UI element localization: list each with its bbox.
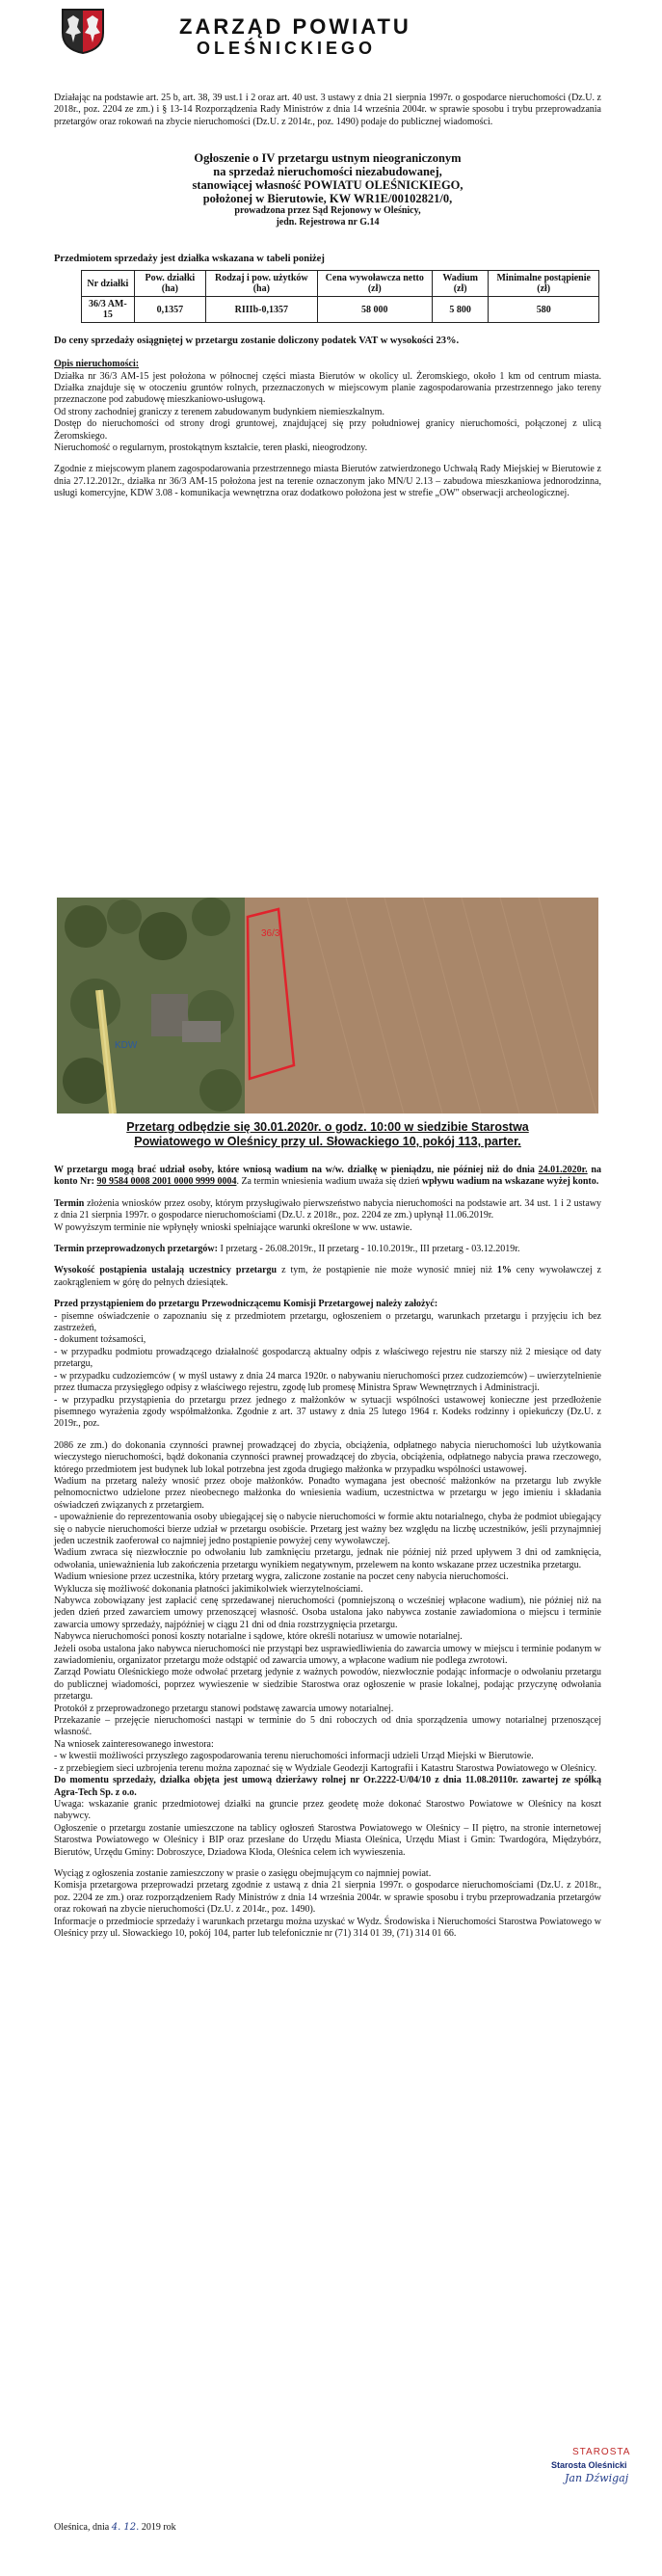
para-protocol: Protokół z przeprowadzonego przetargu stanowi podstawę zawarcia umowy notarialnej. [54,1703,394,1714]
announcement-line4: położonej w Bierutowie, KW WR1E/00102821/0, [202,192,453,206]
postep-text-a: z tym, że postąpienie nie może wynosić mniej niż [277,1265,497,1276]
para-interested: Na wniosek zainteresowanego inwestora: [54,1738,214,1750]
price-table-row [82,297,599,323]
signature-stamp [545,2447,661,2510]
road-label: KDW [115,1040,138,1051]
wadium-account: 90 9584 0008 2001 0000 9999 0004 [96,1176,237,1188]
date-suffix: 2019 rok [141,2522,176,2533]
auction-heading [54,1120,601,1149]
announcement-line5: prowadzona przez Sąd Rejonowy w Oleśnicy, [234,205,421,217]
header-cell: Pow. działki (ha) [134,271,205,297]
para-exclude: Wyklucza się możliwość dokonania płatności jakimikolwiek wierzytelnościami. [54,1583,363,1595]
previous-label: Termin przeprowadzonych przetargów: [54,1244,218,1255]
required-item: - w przypadku cudzoziemców ( w myśl ustawy z dnia 24 marca 1920r. o nabywaniu nieruchomości przez cudzoziemców) – uwierzytelnienie przez tłumacza przysięgłego odpisy z właściwego rejestru, zgodę lub promesę Ministra Spraw Wewnętrznych i Administracji. [54,1370,601,1394]
para-board: Zarząd Powiatu Oleśnickiego może odwołać przetarg jedynie z ważnych powodów, niezwłocznie podając informacje o odwołaniu przetargu do publicznej wiadomości, poprzez wywieszenie w siedzibie Starostwa oraz ogłoszenie w prasie lokalnej, podając przyczynę odwołania przetargu. [54,1667,601,1703]
title-line1: ZARZĄD POWIATU [179,14,411,39]
postep-pct: 1% [496,1265,512,1276]
description-title [54,359,601,370]
table-intro: Przedmiotem sprzedaży jest działka wskazana w tabeli poniżej [54,254,325,265]
header-cell: Wadium (zł) [432,271,488,297]
intro-paragraph: Działając na podstawie art. 25 b, art. 38, 39 ust.1 i 2 oraz art. 40 ust. 3 ustawy z dnia 21 sierpnia 1997r. o gospodarce nieruchomości (Dz.U. z 2018r., poz. 2204 ze zm.) i § 13-14 Rozporządzenia Rady Ministrów z dnia 14 września 2004r. w sprawie sposobu i trybu przeprowadzania przetargów oraz rokowań na zbycie nieruchomości (Dz.U. z 2014r., poz. 1490) podaje do publicznej wiadomości. [54,93,601,127]
table-cell: 58 000 [317,297,432,323]
place-date [54,2522,176,2533]
signature-handwritten: Jan Dźwigaj [565,2472,629,2484]
para-plenipotent: - upoważnienie do reprezentowania osoby ubiegającej się o nabycie nieruchomości w formie aktu notarialnego, chyba że podmiot ubiegający się o nabycie nieruchomości bierze udział w przetargu osobiście. Przetarg jest ważny bez względu na liczbę uczestników, jeśli przynajmniej jeden uczestnik zaoferował co najmniej jedno postąpienie powyżej ceny wywoławczej. [54,1512,601,1546]
para-handover: Przekazanie – przejęcie nieruchomości nastąpi w terminie do 5 dni roboczych od dnia sporządzenia umowy notarialnej przenoszącej własność. [54,1715,601,1738]
powiat-crest-icon [54,6,112,56]
para-refund: Wadium zwraca się niezwłocznie po odwołaniu lub zamknięciu przetargu, jednak nie później niż przed upływem 3 dni od zamknięcia, odwołania, unieważnienia lub zakończenia przetargu wynikiem negatywnym, przelewem na konto wskazane przez uczestnika przetargu. [54,1547,601,1570]
para-credit: Wadium wniesione przez uczestnika, który przetarg wygra, zaliczone zostanie na poczet ceny nabycia nieruchomości. [54,1571,509,1583]
table-cell: 0,1357 [134,297,205,323]
auction-line2: Powiatowego w Oleśnicy przy ul. Słowackiego 10, pokój 113, parter. [134,1135,521,1148]
para-note: Uwaga: wskazanie granic przedmiotowej działki na gruncie przez geodetę może dokonać Starostwo Powiatowe w Oleśnicy na koszt nabywcy. [54,1798,601,1822]
table-cell: 580 [489,297,599,323]
header-cell: Cena wywoławcza netto (zł) [317,271,432,297]
header [54,6,632,58]
termin-paragraph-2: W powyższym terminie nie wpłynęły wnioski spełniające warunki określone w ww. ustawie. [54,1221,412,1233]
para-lease: Do momentu sprzedaży, działka objęta jest umową dzierżawy rolnej nr Or.2222-U/04/10 z dnia 11.08.20110r. zawartej ze spółką Agra-Tech Sp. z o.o. [54,1775,601,1798]
price-table [81,270,599,323]
wadium-text-d: wpływu wadium na wskazane wyżej konto [421,1176,596,1188]
wadium-paragraph [54,1165,601,1189]
price-table-header [82,271,599,297]
header-cell: Minimalne postąpienie (zł) [489,271,599,297]
para-extract: Wyciąg z ogłoszenia zostanie zamieszczony w prasie o zasięgu obejmującym co najmniej powiat. [54,1867,432,1879]
table-cell: RIIIb-0,1357 [206,297,318,323]
table-cell: 36/3 AM-15 [82,297,135,323]
description-p4: Nieruchomość o regularnym, prostokątnym kształcie, teren płaski, nieogrodzony. [54,443,368,454]
parcel-map-image [57,898,598,1114]
para-publish: Ogłoszenie o przetargu zostanie umieszczone na tablicy ogłoszeń Starostwa Powiatowego w Oleśnicy – II piętro, na stronie internetowej Starostwa Powiatowego w Oleśnicy i BIP oraz przesłane do Urzędu Miasta Oleśnica, Urzędu Miast i Gmin: Twardogóra, Międzybórz, Bierutów, Urzędu Gminy: Dobroszyce, Dziadowa Kłoda, Oleśnica celem ich wywieszenia. [54,1822,601,1858]
date-handwritten: 4. 12. [111,2522,140,2533]
para-costs: Nabywca nieruchomości ponosi koszty notarialne i sądowe, które określi notariusz w umowie notarialnej. [54,1631,463,1643]
title-line2: OLEŚNICKIEGO [197,39,377,58]
para-info: Informacje o przedmiocie sprzedaży i warunkach przetargu można uzyskać w Wydz. Środowiska i Nieruchomości Starostwa Powiatowego w Oleśnicy przy ul. Słowackiego 10, pokój 104, parter lub telefonicznie nr (71) 314 01 39, (71) 314 01 66. [54,1916,601,1939]
para-fail: Jeżeli osoba ustalona jako nabywca nieruchomości nie przystąpi bez usprawiedliwienia do zawarcia umowy w miejscu i terminie podanym w zawiadomieniu, organizator przetargu może odstąpić od zawarcia umowy, a wpłacone wadium nie podlega zwrotowi. [54,1643,601,1667]
required-item: - pisemne oświadczenie o zapoznaniu się z przedmiotem przetargu, ogłoszeniem o przetargu, warunkach przetargu i przyjęciu ich bez zastrzeżeń, [54,1310,601,1334]
announcement-line1: Ogłoszenie o IV przetargu ustnym nieograniczonym [194,151,462,166]
previous-paragraph [54,1244,601,1255]
brand-title [179,15,411,58]
stamp-title: STAROSTA [572,2447,631,2457]
auction-details [54,1165,601,1940]
vat-note: Do ceny sprzedaży osiągniętej w przetargu zostanie doliczony podatek VAT w wysokości 23%. [54,335,460,347]
announcement-title [54,151,601,228]
postep-label: Wysokość postąpienia ustalają uczestnicy przetargu [54,1265,278,1276]
wadium-text-b: na konto Nr: [54,1165,601,1188]
termin-text: złożenia wniosków przez osoby, którym przysługiwało pierwszeństwo nabycia nieruchomości na podstawie art. 34 ust. 1 i 2 ustawy z dnia 21 sierpnia 1997r. o gospodarce nieruchomościami (Dz.U. z 2018r., poz. 2204 ze zm.) upłynął 11.06.2019r. [54,1197,601,1221]
header-cell: Rodzaj i pow. użytków (ha) [206,271,318,297]
announcement-line2: na sprzedaż nieruchomości niezabudowanej, [213,165,442,179]
required-item: - w przypadku przystąpienia do przetargu przez jednego z małżonków w sytuacji wspólności ustawowej konieczne jest przedłożenie pisemnego wyrażenia zgody współmałżonka. Zgodnie z art. 37 ustawy z dnia 25 lutego 1964 r. Kodeks rodzinny i opiekuńczy (Dz.U. z 2019r., poz. [54,1394,601,1430]
wadium-text-e: . [596,1176,599,1188]
para-commission: Komisja przetargowa przeprowadzi przetarg zgodnie z ustawą z dnia 21 sierpnia 1997r. o gospodarce nieruchomościami (Dz.U. z 2018r., poz. 2204 ze zm.) oraz rozporządzeniem Rady Ministrów z dnia 14 września 2004r. w sprawie sposobu i trybu przeprowadzania przetargów oraz rokowań na zbycie nieruchomości (Dz.U. z 2014r., poz. 1490). [54,1880,601,1916]
wadium-date: 24.01.2020r. [538,1165,588,1175]
para-wadium-return: Wadium na przetarg należy wnosić przez obojе małżonków. Ponadto wymagana jest obecność małżonków na przetargu lub zwykłe pełnomocnictwo udzielone przez nieobecnego małżonka do wniesienia wadium, uczestnictwa w przetargu w jego imieniu i składania oświadczeń związanych z przetargiem. [54,1475,601,1511]
parcel-label: 36/3 [261,928,280,939]
para-interested-2: - z przebiegiem sieci uzbrojenia terenu można zapoznać się w Wydziale Geodezji Kartografii i Katastru Starostwa Powiatowego w Oleśnicy. [54,1762,597,1774]
wadium-text-a: W przetargu mogą brać udział osoby, które wniosą wadium na w/w. działkę w pieniądzu, nie później niż do dnia [54,1165,539,1175]
description-p1: Działka nr 36/3 AM-15 jest położona w północnej części miasta Bierutów w okolicy ul. Żeromskiego, około 1 km od centrum miasta. Działka znajduje się w otoczeniu gruntów rolnych, przeznaczonych w miejscowym planie zagospodarowania przestrzennego jako tereny przeznaczone pod zabudowę mieszkaniowo-usługową. [54,370,601,406]
postep-paragraph [54,1265,601,1289]
description-p2: Od strony zachodniej graniczy z terenem zabudowanym budynkiem niemieszkalnym. [54,406,384,417]
termin-label: Termin [54,1197,85,1209]
termin-paragraph [54,1198,601,1222]
wadium-text-c: . Za termin wniesienia wadium uważa się dzień [236,1176,422,1188]
header-cell: Nr działki [82,271,135,297]
required-item: - w przypadku podmiotu prowadzącego działalność gospodarczą aktualny odpis z właściwego rejestru nie starszy niż 2 miesiące od daty przetargu, [54,1346,601,1370]
required-title: Przed przystąpieniem do przetargu Przewodniczącemu Komisji Przetargowej należy założyć: [54,1299,438,1310]
description-p5: Zgodnie z miejscowym planem zagospodarowania przestrzennego miasta Bierutów zatwierdzonego Uchwałą Rady Miejskiej w Bierutowie z dnia 27.12.2012r., działka nr 36/3 AM-15 położona jest na terenie oznaczonym jako MN/U 2.13 – zabudowa mieszkaniowa jednorodzinna, usługi komercyjne, KDW 3.08 - komunikacja wewnętrzna oraz dodatkowo położona jest w strefie „OW" obserwacji archeologicznej. [54,464,601,499]
description-p3: Dostęp do nieruchomości od strony drogi gruntowej, znajdującej się przy południowej granicy nieruchomości, połączonej z ulicą Żeromskiego. [54,418,601,442]
date-prefix: Oleśnica, dnia [54,2522,110,2533]
para-interested-1: - w kwestii możliwości przyszłego zagospodarowania terenu nieruchomości informacji udzieli Urząd Miejski w Bierutowie. [54,1751,534,1762]
required-item: - dokument tożsamości, [54,1334,146,1346]
description-title-text: Opis nieruchomości: [54,359,140,370]
previous-text: I przetarg - 26.08.2019r., II przetarg - 10.10.2019r., III przetarg - 03.12.2019r. [217,1244,520,1255]
field-area [240,898,598,1114]
para-2086: 2086 ze zm.) do dokonania czynności prawnej prowadzącej do zbycia, obciążenia, odpłatnego nabycia nieruchomości lub użytkowania wieczystego nieruchomości, bądź dokonania czynności prawnej prowadzącej do zbycia, obciążenia, odpłatnego nabycia prawa rzeczowego, którego przedmiotem jest budynek lub lokal potrzebna jest zgoda drugiego małżonka w przypadku wspólności ustawowej. [54,1439,601,1475]
table-cell: 5 800 [432,297,488,323]
para-buyer: Nabywca zobowiązany jest zapłacić cenę sprzedawanej nieruchomości (pomniejszoną o wcześniej wpłacone wadium), nie później niż na jeden dzień przed zawarciem umowy przenoszącej własność. Osoba ustalona jako nabywca zostanie zawiadomiona o miejscu i terminie zawarcia umowy sprzedaży, najpóźniej w ciągu 21 dni od dnia rozstrzygnięcia przetargu. [54,1596,601,1630]
announcement-line3: stanowiącej własność POWIATU OLEŚNICKIEGO, [192,178,463,193]
postep-text-b: ceny wywoławczej z zaokrągleniem w górę do pełnych dziesiątek. [54,1265,601,1288]
auction-line1: Przetarg odbędzie się 30.01.2020r. o godz. 10:00 w siedzibie Starostwa [126,1120,529,1134]
stamp-name: Starosta Oleśnicki [551,2460,627,2470]
announcement-line6: jedn. Rejestrowa nr G.14 [276,217,380,228]
